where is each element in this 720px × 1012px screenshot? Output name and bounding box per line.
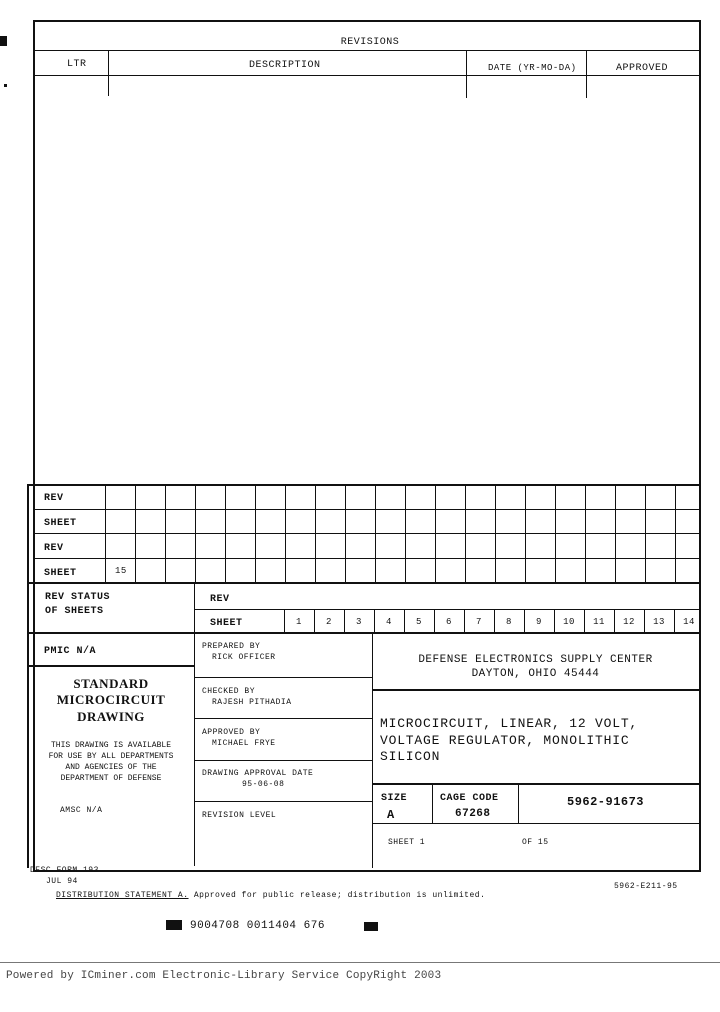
col-approved: APPROVED (616, 63, 669, 74)
prepared-by-label: PREPARED BY (202, 642, 261, 651)
sheet-number-cell: 3 (356, 617, 362, 627)
scan-mark (0, 36, 7, 46)
grid-column-line (315, 484, 316, 582)
sheet-number-cell: 10 (563, 617, 575, 627)
barcode-text: 9004708 0011404 676 (190, 920, 325, 932)
sheet-number-cell: 5 (416, 617, 422, 627)
grid-column-line (495, 484, 496, 582)
sheet-number-cell: 9 (536, 617, 542, 627)
grid-column-line (615, 484, 616, 582)
sheet-row4-label: SHEET (44, 568, 77, 579)
revisions-title: REVISIONS (340, 37, 400, 48)
approval-date-value: 95-06-08 (242, 780, 285, 789)
rev-row3-label: REV (44, 543, 64, 554)
sheet-number-cell: 1 (296, 617, 302, 627)
availability-line2: FOR USE BY ALL DEPARTMENTS (48, 752, 174, 761)
barcode-block-left (166, 920, 182, 930)
standard-line2: MICROCIRCUIT (56, 692, 166, 707)
grid-column-line (585, 484, 586, 582)
grid-column-line (465, 484, 466, 582)
grid-column-line (525, 484, 526, 582)
grid-column-line (195, 484, 196, 582)
barcode-block-right (364, 922, 378, 931)
sheet-row4-cell-15: 15 (115, 566, 127, 576)
distribution-label: DISTRIBUTION STATEMENT A. (56, 891, 189, 900)
grid-column-line (135, 484, 136, 582)
grid-column-line (405, 484, 406, 582)
desc-form-date: JUL 94 (46, 877, 78, 886)
availability-line4: DEPARTMENT OF DEFENSE (60, 774, 162, 783)
grid-column-line (675, 484, 676, 582)
sheet-number-cell: 11 (593, 617, 605, 627)
revision-level-label: REVISION LEVEL (202, 811, 277, 820)
col-description: DESCRIPTION (249, 60, 321, 71)
rev-status-rev-label: REV (210, 594, 230, 605)
pmic-label: PMIC N/A (44, 646, 97, 657)
scan-mark (4, 84, 7, 87)
rev-row1-label: REV (44, 493, 64, 504)
availability-line3: AND AGENCIES OF THE (65, 763, 157, 772)
sheet-number-cell: 7 (476, 617, 482, 627)
size-label: SIZE (381, 793, 408, 804)
distribution-statement (56, 891, 485, 900)
amsc-label: AMSC N/A (60, 806, 103, 815)
sheet-number-cell: 6 (446, 617, 452, 627)
rev-status-sheet-label: SHEET (210, 618, 243, 629)
grid-column-line (435, 484, 436, 582)
approval-date-label: DRAWING APPROVAL DATE (202, 769, 314, 778)
standard-line3: DRAWING (77, 709, 145, 724)
rev-status-label: REV STATUS (45, 592, 111, 603)
grid-column-line (645, 484, 646, 582)
prepared-by-name: RICK OFFICER (212, 653, 276, 662)
powered-by: Powered by ICminer.com Electronic-Library Service CopyRight 2003 (6, 970, 442, 982)
grid-column-line (255, 484, 256, 582)
checked-by-label: CHECKED BY (202, 687, 256, 696)
drawing-number: 5962-91673 (567, 795, 645, 809)
title-line3: SILICON (380, 749, 441, 764)
sheet-number-cell: 13 (653, 617, 665, 627)
sheet-number-cell: 4 (386, 617, 392, 627)
agency-line1: DEFENSE ELECTRONICS SUPPLY CENTER (418, 654, 653, 666)
grid-column-line (285, 484, 286, 582)
desc-form: DESC FORM 193 (30, 866, 99, 875)
of-sheets-label: OF SHEETS (45, 606, 104, 617)
sheet-number-cell: 12 (623, 617, 635, 627)
sheet-of: OF 15 (522, 838, 549, 847)
grid-column-line (555, 484, 556, 582)
title-line2: VOLTAGE REGULATOR, MONOLITHIC (380, 733, 630, 748)
sheet-row2-label: SHEET (44, 518, 77, 529)
sheet-number-cell: 2 (326, 617, 332, 627)
document-code: 5962-E211-95 (614, 882, 678, 891)
distribution-text: Approved for public release; distribution is unlimited. (193, 891, 486, 900)
col-date: DATE (YR-MO-DA) (488, 63, 577, 73)
standard-line1: STANDARD (73, 676, 149, 691)
sheet-number-cell: 14 (683, 617, 695, 627)
sheet-number-cell: 8 (506, 617, 512, 627)
agency-line2: DAYTON, OHIO 45444 (471, 668, 600, 680)
title-line1: MICROCIRCUIT, LINEAR, 12 VOLT, (380, 716, 639, 731)
sheet-number: SHEET 1 (388, 838, 426, 847)
availability-line1: THIS DRAWING IS AVAILABLE (50, 741, 172, 750)
approved-by-name: MICHAEL FRYE (212, 739, 276, 748)
checked-by-name: RAJESH PITHADIA (212, 698, 292, 707)
grid-column-line (225, 484, 226, 582)
grid-column-line (345, 484, 346, 582)
grid-column-line (375, 484, 376, 582)
cage-code-label: CAGE CODE (440, 793, 499, 804)
col-ltr: LTR (67, 59, 87, 70)
size-value: A (387, 808, 395, 822)
approved-by-label: APPROVED BY (202, 728, 261, 737)
cage-code-value: 67268 (455, 808, 491, 820)
grid-column-line (165, 484, 166, 582)
